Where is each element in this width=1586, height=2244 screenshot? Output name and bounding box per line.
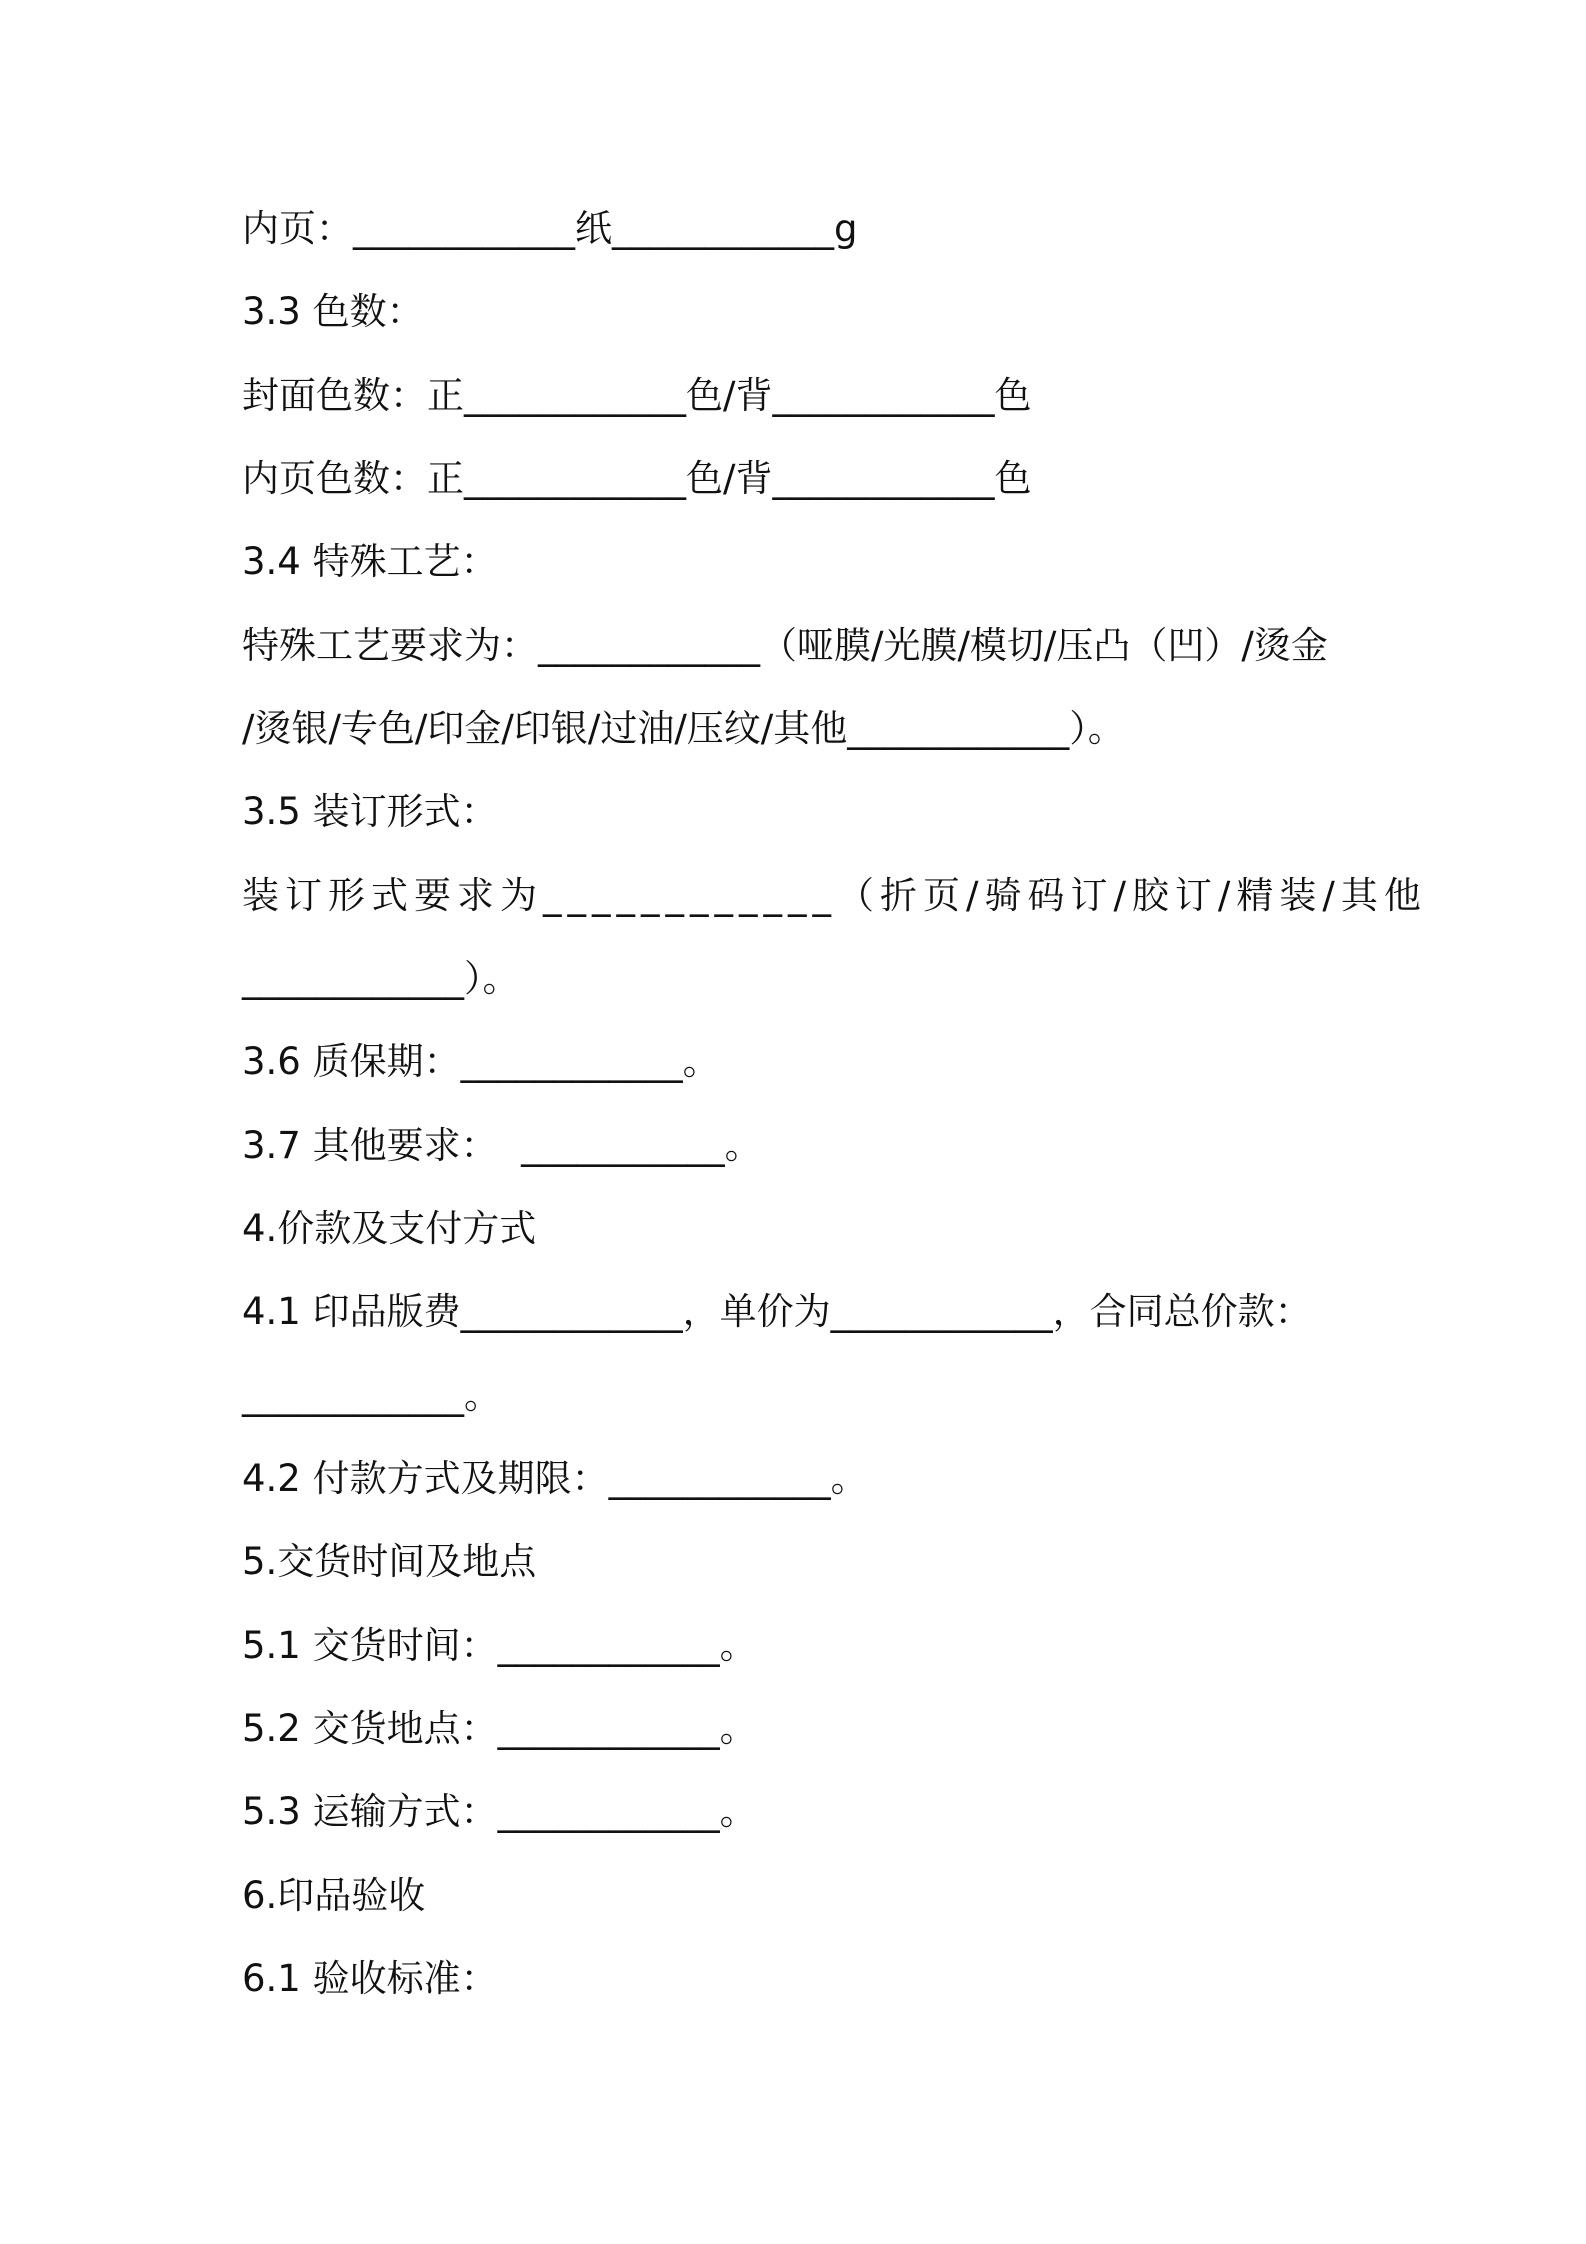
line-3-3-heading: 3.3 色数： <box>242 290 424 333</box>
line-3-5-heading: 3.5 装订形式： <box>242 790 498 833</box>
line-binding-2: ____________）。 <box>242 957 520 1000</box>
line-4-1-price-1: 4.1 印品版费____________，单价为____________，合同总价款： <box>242 1290 1312 1333</box>
line-5-2-delivery-place: 5.2 交货地点：____________。 <box>242 1707 757 1750</box>
line-cover-colors: 封面色数：正____________色/背____________色 <box>242 374 1032 417</box>
line-5-1-delivery-time: 5.1 交货时间：____________。 <box>242 1624 757 1667</box>
line-inner-colors: 内页色数：正____________色/背____________色 <box>242 457 1032 500</box>
line-3-4-heading: 3.4 特殊工艺： <box>242 540 498 583</box>
line-section-4-heading: 4.价款及支付方式 <box>242 1207 537 1250</box>
line-4-2-payment: 4.2 付款方式及期限：____________。 <box>242 1457 868 1500</box>
line-5-3-transport: 5.3 运输方式：____________。 <box>242 1790 757 1833</box>
line-special-craft-1: 特殊工艺要求为：____________（哑膜/光膜/模切/压凸（凹）/烫金 <box>242 624 1328 667</box>
line-3-6-warranty: 3.6 质保期：____________。 <box>242 1040 720 1083</box>
line-special-craft-2: /烫银/专色/印金/印银/过油/压纹/其他____________）。 <box>242 707 1125 750</box>
line-binding-1: 装订形式要求为____________（折页/骑码订/胶订/精装/其他 <box>242 874 1427 917</box>
line-6-1-standard: 6.1 验收标准： <box>242 1957 498 2000</box>
line-inner-paper: 内页：____________纸____________g <box>242 207 858 250</box>
line-section-5-heading: 5.交货时间及地点 <box>242 1540 537 1583</box>
line-3-7-other: 3.7 其他要求： ___________。 <box>242 1124 762 1167</box>
line-section-6-heading: 6.印品验收 <box>242 1874 426 1917</box>
line-4-1-price-2: ____________。 <box>242 1374 501 1417</box>
